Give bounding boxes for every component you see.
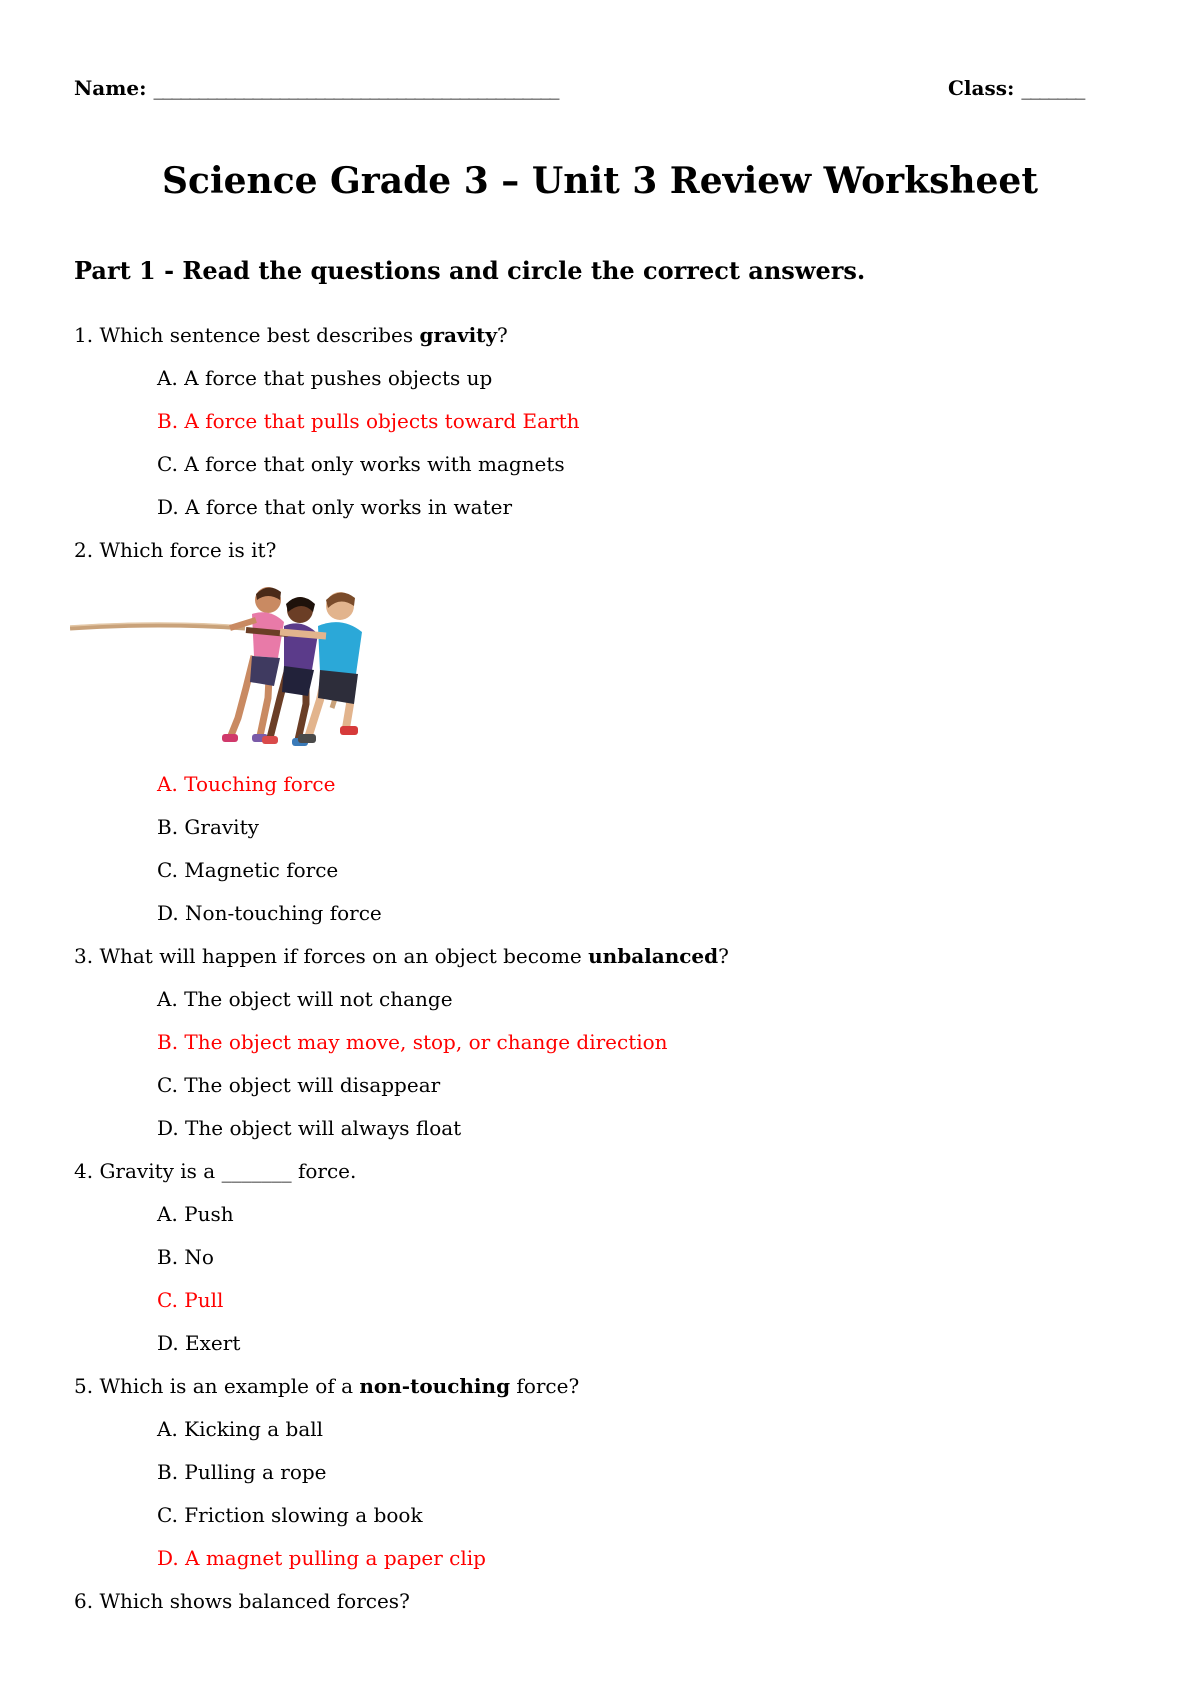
- option-5d-correct: D. A magnet pulling a paper clip: [157, 1546, 486, 1570]
- option-3c: C. The object will disappear: [157, 1073, 441, 1097]
- question-keyword: gravity: [419, 323, 498, 347]
- question-text: 1. Which sentence best describes: [74, 323, 420, 347]
- option-4c-correct: C. Pull: [157, 1288, 224, 1312]
- tug-of-war-image: [70, 578, 390, 758]
- option-2b: B. Gravity: [157, 815, 259, 839]
- name-field: [74, 76, 558, 100]
- question-text: 3. What will happen if forces on an object become: [74, 944, 589, 968]
- question-3: [74, 944, 729, 968]
- option-4a: A. Push: [157, 1202, 234, 1226]
- worksheet-title: Science Grade 3 – Unit 3 Review Worksheet: [162, 160, 1038, 202]
- question-text: 2. Which force is it?: [74, 538, 277, 562]
- name-label: Name:: [74, 76, 147, 100]
- option-1b-correct: B. A force that pulls objects toward Earth: [157, 409, 580, 433]
- class-line: _______: [1021, 76, 1085, 100]
- option-3d: D. The object will always float: [157, 1116, 462, 1140]
- question-6: [74, 1589, 410, 1613]
- option-5a: A. Kicking a ball: [157, 1417, 324, 1441]
- option-1d: D. A force that only works in water: [157, 495, 513, 519]
- question-keyword: non-touching: [359, 1374, 511, 1398]
- question-text: 6. Which shows balanced forces?: [74, 1589, 410, 1613]
- question-1: [74, 323, 508, 347]
- part-1-heading: Part 1 - Read the questions and circle the correct answers.: [74, 256, 866, 285]
- option-4d: D. Exert: [157, 1331, 241, 1355]
- option-5c: C. Friction slowing a book: [157, 1503, 423, 1527]
- class-label: Class:: [948, 76, 1015, 100]
- question-keyword: unbalanced: [588, 944, 719, 968]
- option-1a: A. A force that pushes objects up: [157, 366, 493, 390]
- question-text-end: ?: [497, 323, 508, 347]
- question-2: [74, 538, 276, 562]
- question-text: 4. Gravity is a _______ force.: [74, 1159, 357, 1183]
- option-2a-correct: A. Touching force: [157, 772, 336, 796]
- option-2d: D. Non-touching force: [157, 901, 382, 925]
- question-5: [74, 1374, 579, 1398]
- question-text: 5. Which is an example of a: [74, 1374, 360, 1398]
- option-2c: C. Magnetic force: [157, 858, 339, 882]
- option-4b: B. No: [157, 1245, 214, 1269]
- rope: [70, 625, 245, 628]
- question-text-end: ?: [718, 944, 729, 968]
- option-1c: C. A force that only works with magnets: [157, 452, 565, 476]
- option-5b: B. Pulling a rope: [157, 1460, 327, 1484]
- class-field: [948, 76, 1084, 100]
- option-3b-correct: B. The object may move, stop, or change direction: [157, 1030, 668, 1054]
- question-4: [74, 1159, 356, 1183]
- option-3a: A. The object will not change: [157, 987, 453, 1011]
- question-text-end: force?: [510, 1374, 580, 1398]
- name-line: _____________________________________________: [153, 76, 559, 100]
